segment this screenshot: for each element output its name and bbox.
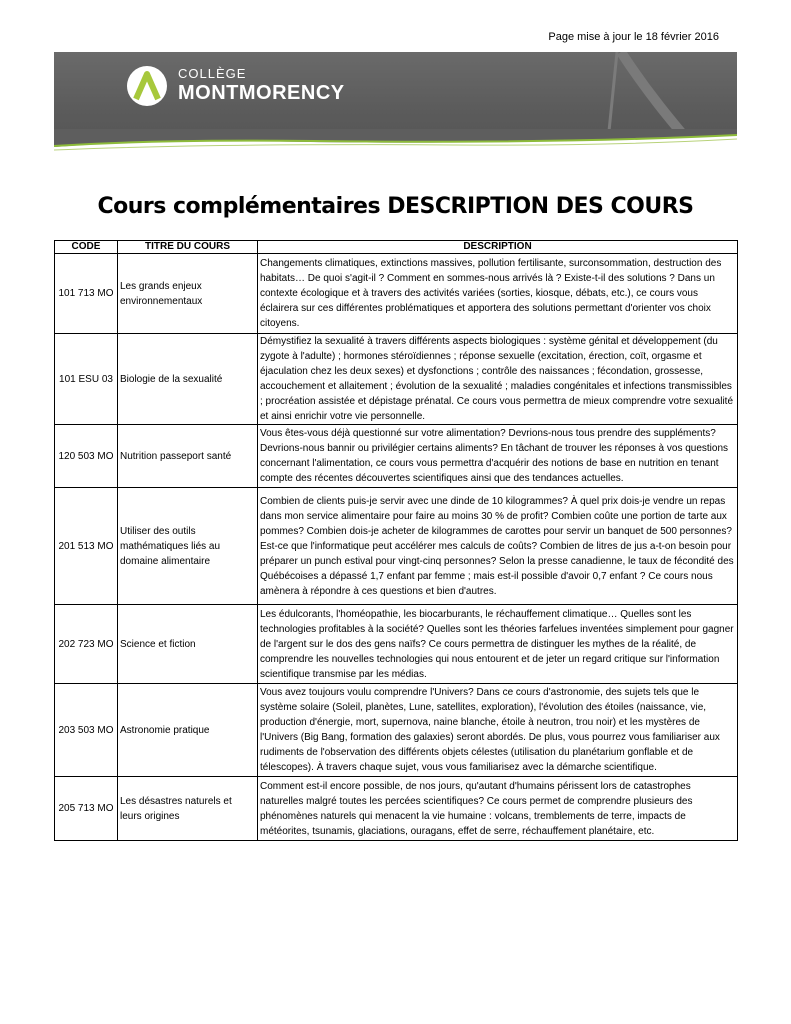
- logo-line-bottom: MONTMORENCY: [178, 82, 345, 104]
- column-header-description: DESCRIPTION: [258, 241, 738, 254]
- table-row: [55, 605, 738, 684]
- table-row: [55, 684, 738, 777]
- update-note: Page mise à jour le 18 février 2016: [548, 31, 719, 43]
- course-code: 201 513 MO: [55, 488, 118, 605]
- course-title: Science et fiction: [118, 605, 258, 684]
- course-code: 205 713 MO: [55, 777, 118, 841]
- course-title: Utiliser des outils mathématiques liés au domaine alimentaire: [118, 488, 258, 605]
- course-title: Nutrition passeport santé: [118, 425, 258, 488]
- banner-wave: [54, 129, 737, 151]
- course-description: Les édulcorants, l'homéopathie, les biocarburants, le réchauffement climatique… Quelles sont les technologies profitables à la société? Quelles sont les théories farfelues inventées simplement pour gagner de l'argent sur le dos des gens naïfs? Ce cours permettra de distinguer les mythes de la réalité, de comprendre les nouvelles technologies qui nous entourent et de jeter un regard critique sur l'information scientifique transmise par les médias.: [258, 605, 738, 684]
- column-header-title: TITRE DU COURS: [118, 241, 258, 254]
- table-row: [55, 425, 738, 488]
- column-header-code: CODE: [55, 241, 118, 254]
- course-description: Changements climatiques, extinctions massives, pollution fertilisante, surconsommation, destruction des habitats… De quoi s'agit-il ? Comment en sommes-nous arrivés là ? Existe-t-il des solutions ? Dans un contexte écologique et à travers des activités variées (sorties, kiosque, débats, etc.), ce cours vous éclairera sur ces différentes problématiques et apportera des solutions permettant d'orienter vos choix citoyens.: [258, 254, 738, 334]
- college-banner: [54, 52, 737, 151]
- course-title: Astronomie pratique: [118, 684, 258, 777]
- page-title: Cours complémentaires DESCRIPTION DES COURS: [97, 194, 694, 219]
- course-description: Comment est-il encore possible, de nos jours, qu'autant d'humains périssent lors de catastrophes naturelles malgré toutes les percées scientifiques? Ce cours permet de comprendre plusieurs des phénomènes naturels qui menacent la vie humaine : volcans, tremblements de terre, impacts de météorites, tsunamis, glaciations, ouragans, effet de serre, réchauffement planétaire, etc.: [258, 777, 738, 841]
- table-row: [55, 777, 738, 841]
- course-description: Vous êtes-vous déjà questionné sur votre alimentation? Devrions-nous tous prendre des suppléments? Devrions-nous bannir ou privilégier certains aliments? En tâchant de trouver les réponses à vos questions concernant l'alimentation, ce cours vous permettra d'acquérir des notions de base en nutrition en tenant compte des récentes découvertes scientifiques ainsi que des tendances actuelles.: [258, 425, 738, 488]
- course-code: 203 503 MO: [55, 684, 118, 777]
- course-code: 120 503 MO: [55, 425, 118, 488]
- college-logo: [178, 67, 345, 103]
- course-description: Démystifiez la sexualité à travers différents aspects biologiques : système génital et développement (du zygote à l'adulte) ; hormones stéroïdiennes ; réponse sexuelle (excitation, érection, coït, orgasme et éjaculation chez les deux sexes) et dysfonctions ; contrôle des naissances ; fécondation, grossesse, accouchement et allaitement ; évolution de la sexualité ; maladies congénitales et infections transmissibles ; procréation assistée et dépistage prénatal. Ce cours vous permettra de mieux comprendre votre sexualité et ainsi enrichir votre vie personnelle.: [258, 334, 738, 425]
- table-header-row: [55, 241, 738, 254]
- course-code: 101 713 MO: [55, 254, 118, 334]
- course-description: Vous avez toujours voulu comprendre l'Univers? Dans ce cours d'astronomie, des sujets tels que le système solaire (Soleil, planètes, Lune, satellites, exploration), l'évolution des étoiles (naissance, vie, production d'énergie, mort, supernova, naine blanche, étoile à neutron, trou noir) et les mystères de l'Univers (Big Bang, formation des galaxies) seront abordés. De plus, vous pourrez vous familiariser aux rudiments de l'observation des différents objets célestes (utilisation du planétarium gonflable et de télescopes). À travers chaque sujet, vous vous familiarisez avec la démarche scientifique.: [258, 684, 738, 777]
- college-logo-icon: [126, 65, 168, 107]
- table-row: [55, 488, 738, 605]
- table-row: [55, 334, 738, 425]
- course-title: Biologie de la sexualité: [118, 334, 258, 425]
- course-code: 202 723 MO: [55, 605, 118, 684]
- course-title: Les grands enjeux environnementaux: [118, 254, 258, 334]
- table-row: [55, 254, 738, 334]
- logo-line-top: COLLÈGE: [178, 66, 247, 81]
- course-description: Combien de clients puis-je servir avec une dinde de 10 kilogrammes? À quel prix dois-je vendre un repas dans mon service alimentaire pour faire au moins 30 % de profit? Combien coûte une portion de tarte aux pommes? Combien dois-je acheter de kilogrammes de carottes pour servir un banquet de 500 personnes? Est-ce que l'informatique peut accélérer mes calculs de coûts? Combien de litres de jus a-t-on besoin pour préparer un punch estival pour vingt-cinq personnes? Selon la presse canadienne, le taux de fécondité des Québécoises a dépassé 1,7 enfant par femme ; mais est-il possible d'avoir 0,7 enfant ? Ce cours nous amènera à répondre à ces questions et bien d'autres.: [258, 488, 738, 605]
- course-code: 101 ESU 03: [55, 334, 118, 425]
- courses-table: [54, 240, 738, 841]
- course-title: Les désastres naturels et leurs origines: [118, 777, 258, 841]
